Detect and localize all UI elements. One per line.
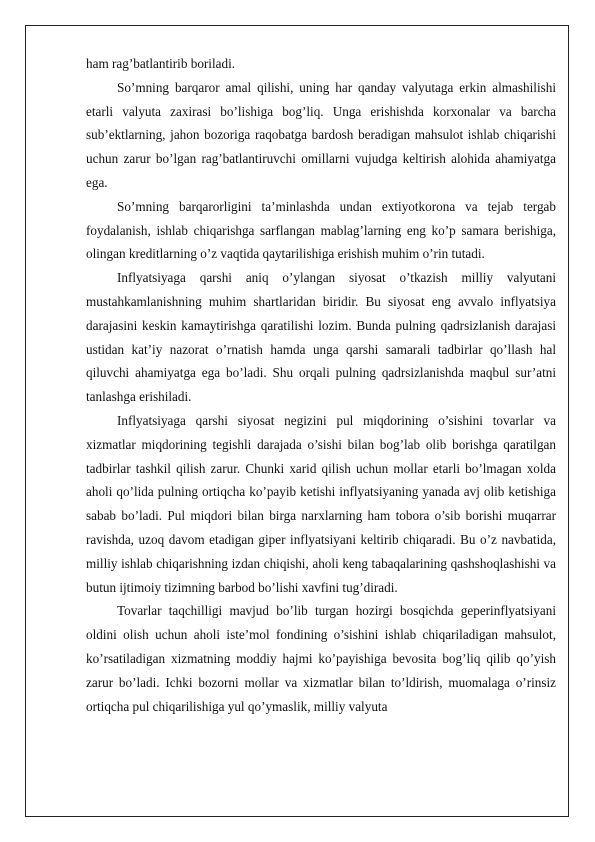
document-body [86,52,556,718]
paragraph-som-stability: So’mning barqarorligini ta’minlashda undan extiyotkorona va tejab tergab foydalanish, ishlab chiqarishga sarflangan mablag’larning eng ko’p samara berishiga, olingan kreditlarning o’z vaqtida qaytarilishiga erishish muhim o’rin tutadi. [86,198,556,262]
paragraph-som-exchange: So’mning barqaror amal qilishi, uning har qanday valyutaga erkin almashilishi etarli valyuta zaxirasi bo’lishiga bog’liq. Unga erishishda korxonalar va barcha sub’ektlarning, jahon bozoriga raqobatga bardosh beradigan mahsulot ishlab chiqarishi uchun zarur bo’lgan rag’batlantiruvchi omillarni vujudga keltirish alohida ahamiyatga ega. [86,79,556,190]
paragraph-continuation: ham rag’batlantirib boriladi. [86,56,236,71]
paragraph-anti-inflation-policy: Inflyatsiyaga qarshi aniq o’ylangan siyosat o’tkazish milliy valyutani mustahkamlanishning muhim shartlaridan biridir. Bu siyosat eng avvalo inflyatsiya darajasini keskin kamaytirishga qaratilishi lozim. Bunda pulning qadrsizlanish darajasi ustidan kat’iy nazorat o’rnatish hamda unga qarshi samarali tadbirlar qo’llash hal qiluvchi ahamiyatga ega bo’ladi. Shu orqali pulning qadrsizlanishda maqbul sur’atni tanlashga erishiladi. [86,270,556,405]
paragraph-money-supply: Inflyatsiyaga qarshi siyosat negizini pul miqdorining o’sishini tovarlar va xizmatlar miqdorining tegishli darajada o’sishi bilan bog’lab olib borishga qaratilgan tadbirlar tashkil qilish zarur. Chunki xarid qilish uchun mollar etarli bo’lmagan xolda aholi qo’lida pulning ortiqcha ko’payib ketishi inflyatsiyaning yanada avj olib ketishiga sabab bo’ladi. Pul miqdori bilan birga narxlarning ham tobora o’sib borishi muqarrar ravishda, uzoq davom etadigan giper inflyatsiyani keltirib chiqaradi. Bu o’z navbatida, milliy ishlab chiqarishning izdan chiqishi, aholi keng tabaqalarining qashshoqlashishi va butun ijtimoiy tizimning barbod bo’lishi xavfini tug’diradi. [86,412,556,595]
paragraph-hyperinflation-prevention: Tovarlar taqchilligi mavjud bo’lib turgan hozirgi bosqichda geperinflyatsiyani oldini olish uchun aholi iste’mol fondining o’sishini ishlab chiqariladigan mahsulot, ko’rsatiladigan xizmatning moddiy hajmi ko’payishiga bevosita bog’liq qilib qo’yish zarur bo’ladi. Ichki bozorni mollar va xizmatlar bilan to’ldirish, muomalaga o’rinsiz ortiqcha pul chiqarilishiga yul qo’ymaslik, milliy valyuta [86,603,556,714]
